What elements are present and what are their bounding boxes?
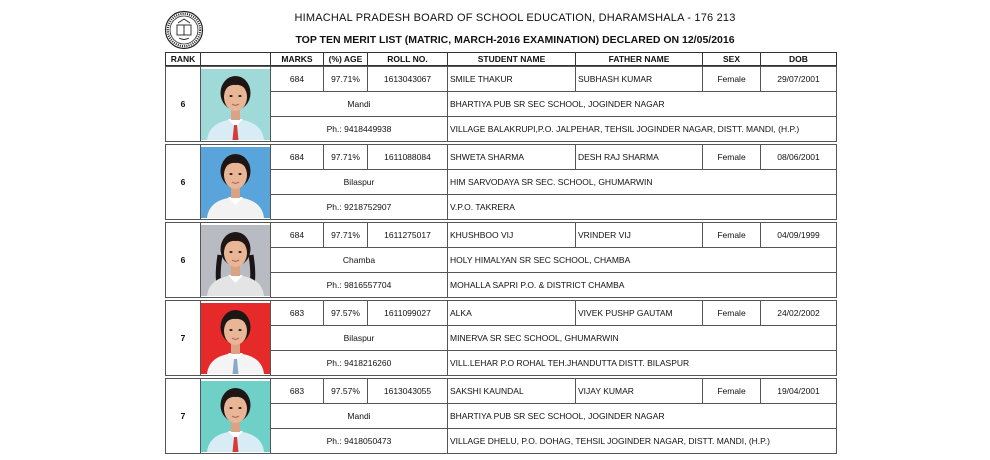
roll-no-cell: 1611088084 (368, 145, 448, 170)
student-portrait-icon (201, 225, 270, 296)
student-name-cell: SMILE THAKUR (448, 67, 576, 92)
school-cell: MINERVA SR SEC SCHOOL, GHUMARWIN (448, 326, 837, 351)
student-name-cell: SHWETA SHARMA (448, 145, 576, 170)
merit-list-title: TOP TEN MERIT LIST (MATRIC, MARCH-2016 EXAMINATION) DECLARED ON 12/05/2016 (295, 34, 735, 46)
student-portrait-icon (201, 69, 270, 140)
roll-no-cell: 1611099027 (368, 301, 448, 326)
marks-cell: 684 (271, 223, 324, 248)
col-dob: DOB (761, 53, 837, 66)
percentage-cell: 97.71% (324, 145, 368, 170)
rank-cell: 7 (166, 301, 201, 376)
district-cell: Mandi (271, 92, 448, 117)
school-cell: BHARTIYA PUB SR SEC SCHOOL, JOGINDER NAGAR (448, 404, 837, 429)
board-title: HIMACHAL PRADESH BOARD OF SCHOOL EDUCATION, DHARAMSHALA - 176 213 (294, 12, 736, 24)
district-cell: Chamba (271, 248, 448, 273)
sex-cell: Female (703, 67, 761, 92)
col-roll-no: ROLL NO. (368, 53, 448, 66)
school-cell: HOLY HIMALYAN SR SEC SCHOOL, CHAMBA (448, 248, 837, 273)
rank-cell: 6 (166, 223, 201, 298)
student-photo (201, 223, 271, 298)
school-cell: BHARTIYA PUB SR SEC SCHOOL, JOGINDER NAGAR (448, 92, 837, 117)
address-cell: VILL.LEHAR P.O ROHAL TEH.JHANDUTTA DISTT. BILASPUR (448, 351, 837, 376)
marks-cell: 683 (271, 301, 324, 326)
student-photo (201, 379, 271, 454)
marks-cell: 683 (271, 379, 324, 404)
district-cell: Mandi (271, 404, 448, 429)
school-cell: HIM SARVODAYA SR SEC. SCHOOL, GHUMARWIN (448, 170, 837, 195)
dob-cell: 19/04/2001 (761, 379, 837, 404)
percentage-cell: 97.71% (324, 223, 368, 248)
col-father-name: FATHER NAME (576, 53, 703, 66)
student-photo-image (201, 225, 270, 296)
merit-record-3 (165, 222, 837, 298)
dob-cell: 04/09/1999 (761, 223, 837, 248)
rank-cell: 7 (166, 379, 201, 454)
col-photo (201, 53, 271, 66)
col-sex: SEX (703, 53, 761, 66)
merit-record-1 (165, 66, 837, 142)
phone-cell: Ph.: 9816557704 (271, 273, 448, 298)
student-photo (201, 301, 271, 376)
phone-cell: Ph.: 9418050473 (271, 429, 448, 454)
district-cell: Bilaspur (271, 170, 448, 195)
merit-record-2 (165, 144, 837, 220)
rank-cell: 6 (166, 67, 201, 142)
address-cell: VILLAGE BALAKRUPI,P.O. JALPEHAR, TEHSIL JOGINDER NAGAR, DISTT. MANDI, (H.P.) (448, 117, 837, 142)
sex-cell: Female (703, 223, 761, 248)
student-photo-image (201, 147, 270, 218)
student-portrait-icon (201, 381, 270, 452)
student-photo (201, 67, 271, 142)
student-name-cell: KHUSHBOO VIJ (448, 223, 576, 248)
phone-cell: Ph.: 9418449938 (271, 117, 448, 142)
roll-no-cell: 1613043055 (368, 379, 448, 404)
student-name-cell: ALKA (448, 301, 576, 326)
sex-cell: Female (703, 301, 761, 326)
marks-cell: 684 (271, 67, 324, 92)
col-student-name: STUDENT NAME (448, 53, 576, 66)
phone-cell: Ph.: 9418216260 (271, 351, 448, 376)
column-header-row (165, 52, 837, 66)
father-name-cell: SUBHASH KUMAR (576, 67, 703, 92)
roll-no-cell: 1613043067 (368, 67, 448, 92)
student-portrait-icon (201, 147, 270, 218)
student-photo-image (201, 69, 270, 140)
dob-cell: 24/02/2002 (761, 301, 837, 326)
marks-cell: 684 (271, 145, 324, 170)
dob-cell: 08/06/2001 (761, 145, 837, 170)
rank-cell: 6 (166, 145, 201, 220)
col-percentage: (%) AGE (324, 53, 368, 66)
address-cell: MOHALLA SAPRI P.O. & DISTRICT CHAMBA (448, 273, 837, 298)
phone-cell: Ph.: 9218752907 (271, 195, 448, 220)
percentage-cell: 97.71% (324, 67, 368, 92)
col-marks: MARKS (271, 53, 324, 66)
student-photo (201, 145, 271, 220)
address-cell: V.P.O. TAKRERA (448, 195, 837, 220)
father-name-cell: DESH RAJ SHARMA (576, 145, 703, 170)
percentage-cell: 97.57% (324, 301, 368, 326)
percentage-cell: 97.57% (324, 379, 368, 404)
father-name-cell: VIVEK PUSHP GAUTAM (576, 301, 703, 326)
dob-cell: 29/07/2001 (761, 67, 837, 92)
student-photo-image (201, 303, 270, 374)
sex-cell: Female (703, 145, 761, 170)
merit-record-4 (165, 300, 837, 376)
father-name-cell: VIJAY KUMAR (576, 379, 703, 404)
roll-no-cell: 1611275017 (368, 223, 448, 248)
student-photo-image (201, 381, 270, 452)
merit-record-5 (165, 378, 837, 454)
student-name-cell: SAKSHI KAUNDAL (448, 379, 576, 404)
father-name-cell: VRINDER VIJ (576, 223, 703, 248)
address-cell: VILLAGE DHELU, P.O. DOHAG, TEHSIL JOGINDER NAGAR, DISTT. MANDI, (H.P.) (448, 429, 837, 454)
district-cell: Bilaspur (271, 326, 448, 351)
sex-cell: Female (703, 379, 761, 404)
col-rank: RANK (166, 53, 201, 66)
student-portrait-icon (201, 303, 270, 374)
